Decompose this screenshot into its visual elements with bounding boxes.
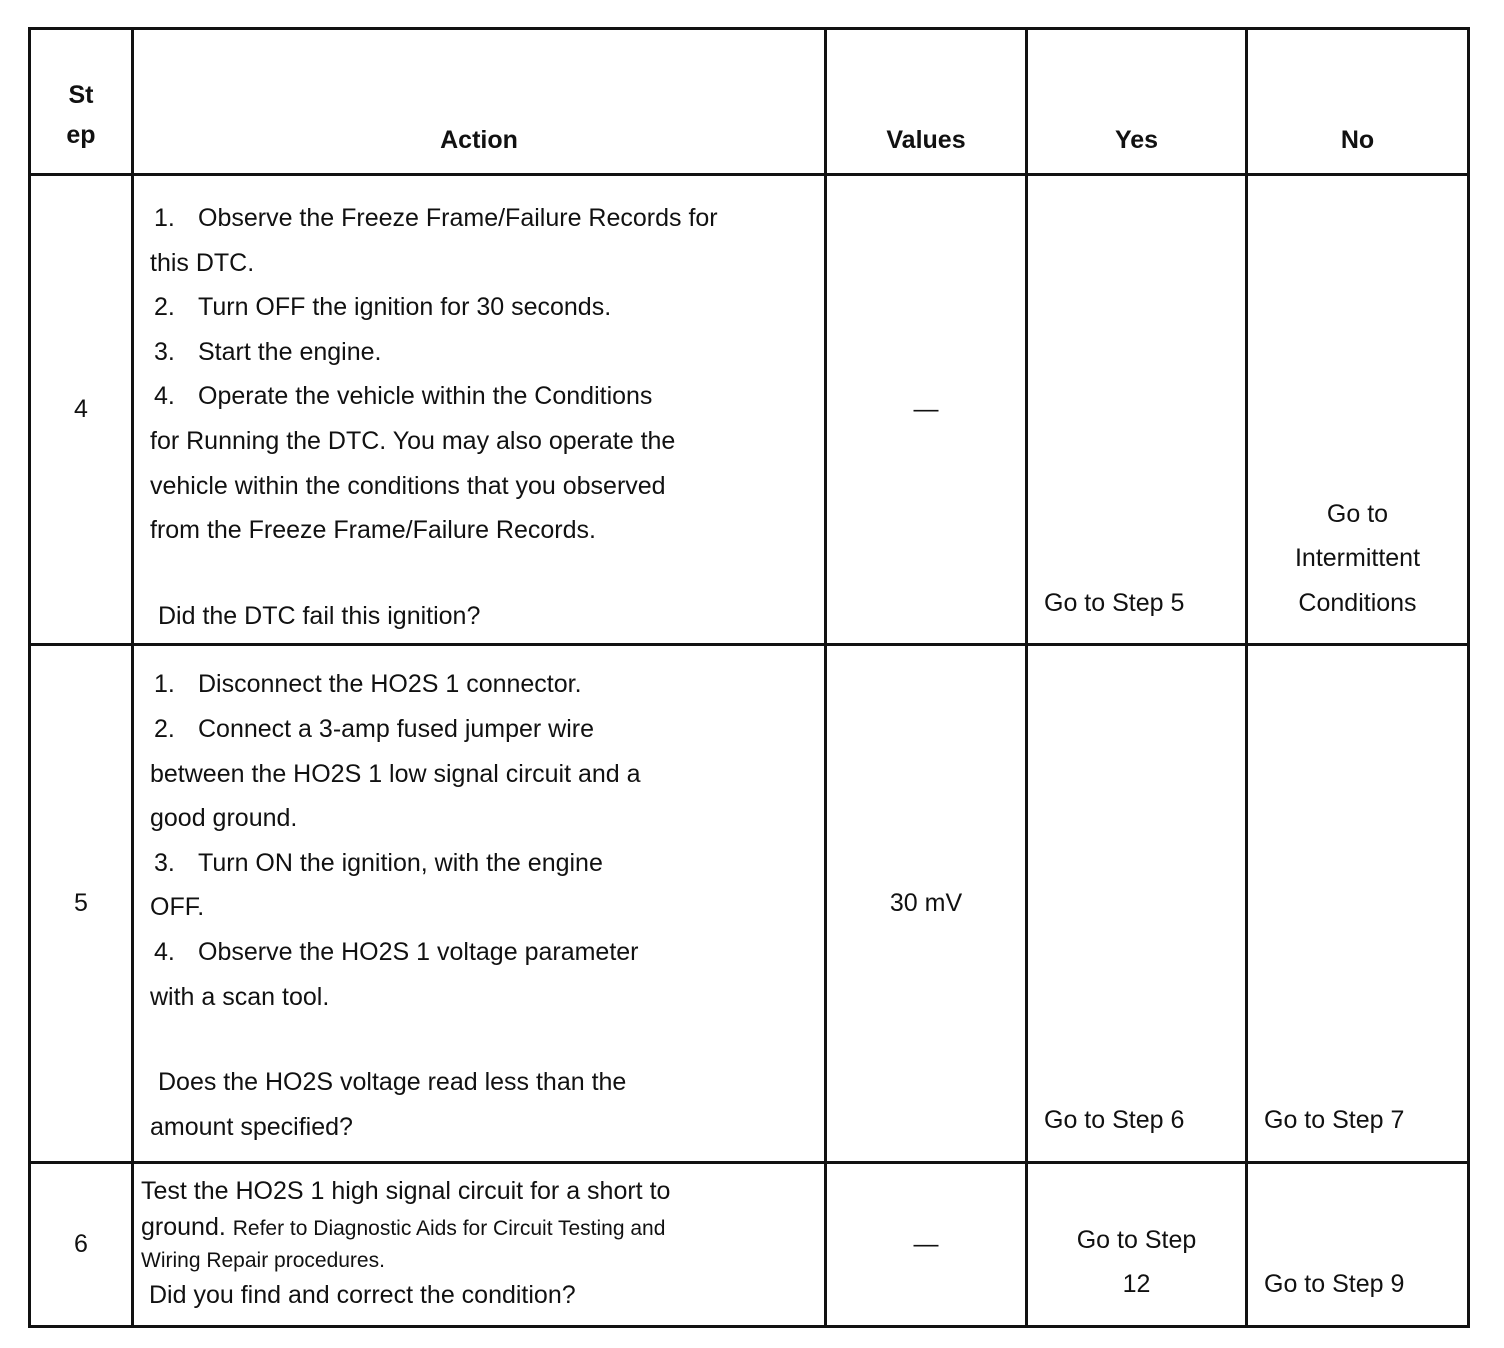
no-cell (1247, 175, 1469, 645)
action-cell (133, 645, 826, 1162)
action-line: 2. Turn OFF the ignition for 30 seconds. (154, 293, 612, 322)
yes-cell (1027, 1162, 1247, 1326)
step-number: 6 (30, 1162, 133, 1326)
action-line: Wiring Repair procedures. (141, 1248, 385, 1272)
value-cell: — (826, 175, 1027, 645)
table-row-step-6 (30, 1162, 1469, 1326)
header-step-line1: St (68, 81, 94, 110)
header-step (30, 29, 133, 175)
action-line: between the HO2S 1 low signal circuit and a (150, 759, 641, 788)
action-question: Does the HO2S voltage read less than the (158, 1068, 627, 1097)
yes-text-line: Go to Step (1076, 1225, 1197, 1254)
value-cell: 30 mV (826, 645, 1027, 1162)
action-line: this DTC. (150, 248, 255, 277)
value-cell: — (826, 1162, 1027, 1326)
action-line: 4. Observe the HO2S 1 voltage parameter (154, 938, 639, 967)
yes-text-line: 12 (1122, 1270, 1151, 1299)
table-row-step-4 (30, 175, 1469, 645)
action-question: Did you find and correct the condition? (149, 1280, 576, 1309)
step-number: 4 (30, 175, 133, 645)
action-line: Test the HO2S 1 high signal circuit for a short to (141, 1176, 671, 1205)
action-line: ground. Refer to Diagnostic Aids for Circuit Testing and (141, 1212, 666, 1241)
header-yes: Yes (1027, 29, 1247, 175)
no-text-line: Intermittent (1294, 544, 1421, 573)
action-cell (133, 175, 826, 645)
action-question: amount specified? (150, 1112, 353, 1141)
yes-text: Go to Step 5 (1044, 588, 1185, 617)
action-line: 4. Operate the vehicle within the Conditions (154, 382, 653, 411)
action-line: 2. Connect a 3-amp fused jumper wire (154, 715, 595, 744)
action-question: Did the DTC fail this ignition? (158, 601, 481, 630)
no-text: Go to Step 9 (1264, 1270, 1405, 1299)
yes-text: Go to Step 6 (1044, 1106, 1185, 1135)
action-line: 1. Observe the Freeze Frame/Failure Records for (154, 204, 718, 233)
table-row-step-5 (30, 645, 1469, 1162)
yes-cell (1027, 175, 1247, 645)
no-cell (1247, 1162, 1469, 1326)
no-text-line: Go to (1326, 499, 1389, 528)
no-cell (1247, 645, 1469, 1162)
header-action: Action (133, 29, 826, 175)
header-values: Values (826, 29, 1027, 175)
action-line: vehicle within the conditions that you observed (150, 471, 666, 500)
action-line: for Running the DTC. You may also operate the (150, 427, 676, 456)
diagnostic-table (28, 27, 1470, 1328)
no-text-line: Conditions (1298, 588, 1417, 617)
action-cell (133, 1162, 826, 1326)
action-line: OFF. (150, 893, 205, 922)
action-line: 1. Disconnect the HO2S 1 connector. (154, 670, 582, 699)
action-line: good ground. (150, 804, 298, 833)
action-line: 3. Turn ON the ignition, with the engine (154, 848, 603, 877)
step-number: 5 (30, 645, 133, 1162)
no-text: Go to Step 7 (1264, 1106, 1405, 1135)
header-no: No (1247, 29, 1469, 175)
action-line: with a scan tool. (150, 982, 330, 1011)
yes-cell (1027, 645, 1247, 1162)
action-line: 3. Start the engine. (154, 337, 382, 366)
action-line: from the Freeze Frame/Failure Records. (150, 516, 596, 545)
table-header-row (30, 29, 1469, 175)
header-step-line2: ep (66, 121, 96, 150)
